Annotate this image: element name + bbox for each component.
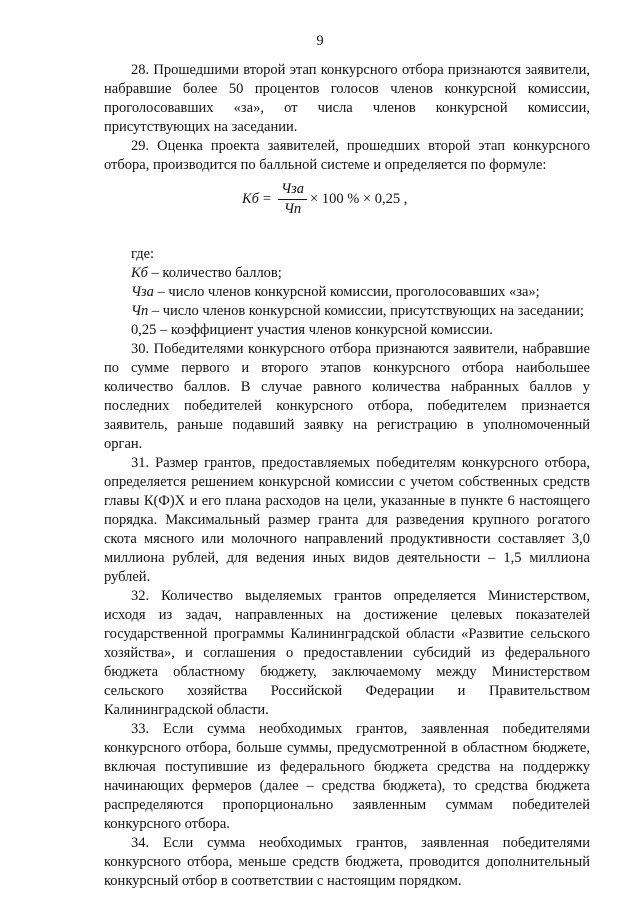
formula-fraction <box>278 181 307 218</box>
paragraph-28: 28. Прошедшими второй этап конкурсного отбора признаются заявители, набравшие более 50 процентов голосов членов конкурсной комиссии, проголосовавших «за», от числа членов конкурсной комиссии, присутствующих на заседании. <box>104 62 590 135</box>
definition-chp-text: – число членов конкурсной комиссии, присутствующих на заседании; <box>148 303 584 319</box>
score-formula <box>104 175 590 245</box>
paragraph-29: 29. Оценка проекта заявителей, прошедших второй этап конкурсного отбора, производится по балльной системе и определяется по формуле: <box>104 138 590 173</box>
definition-chp-symbol: Чп <box>131 303 149 319</box>
definition-coefficient: 0,25 – коэффициент участия членов конкурсной комиссии. <box>131 322 493 338</box>
definition-chza-symbol: Чза <box>131 284 154 300</box>
paragraph-31: 31. Размер грантов, предоставляемых победителям конкурсного отбора, определяется решением конкурсной комиссии с учетом собственных средств главы К(Ф)Х и его плана расходов на цели, указанные в пункте 6 настоящего порядка. Максимальный размер гранта для разведения крупного рогатого скота мясного или молочного направлений продуктивности составляет 3,0 миллиона рублей, для ведения иных видов деятельности – 1,5 миллиона рублей. <box>104 455 590 585</box>
formula-lhs: Кб <box>242 190 259 207</box>
definition-kb <box>104 264 590 283</box>
formula-rest: × 100 % × 0,25 , <box>310 190 408 207</box>
formula-definitions <box>104 245 590 340</box>
definition-kb-symbol: Кб <box>131 265 148 281</box>
definition-chza <box>104 283 590 302</box>
definitions-where: где: <box>131 246 155 262</box>
definition-kb-text: – количество баллов; <box>147 265 282 281</box>
formula-denominator: Чп <box>283 200 302 217</box>
paragraph-32: 32. Количество выделяемых грантов определяется Министерством, исходя из задач, направленных на достижение целевых показателей государственной программы Калининградской области «Развитие сельского хозяйства», и соглашения о предоставлении субсидий из федерального бюджета областному бюджету, заключаемому между Министерством сельского хозяйства Российской Федерации и Правительством Калининградской области. <box>104 588 590 718</box>
formula-numerator: Чза <box>278 181 307 200</box>
paragraph-30: 30. Победителями конкурсного отбора признаются заявители, набравшие по сумме первого и второго этапов конкурсного отбора наибольшее количество баллов. В случае равного количества набранных баллов у последних победителей конкурсного отбора, победителем признается заявитель, раньше подавший заявку на регистрацию в уполномоченный орган. <box>104 341 590 452</box>
definition-chp <box>104 302 590 321</box>
formula-equals: = <box>262 190 272 207</box>
definition-chza-text: – число членов конкурсной комиссии, проголосовавших «за»; <box>153 284 540 300</box>
document-body <box>104 61 590 891</box>
paragraph-34: 34. Если сумма необходимых грантов, заявленная победителями конкурсного отбора, меньше средств бюджета, проводится дополнительный конкурсный отбор в соответствии с настоящим порядком. <box>104 835 590 889</box>
page-number: 9 <box>316 33 324 49</box>
paragraph-33: 33. Если сумма необходимых грантов, заявленная победителями конкурсного отбора, больше суммы, предусмотренной в областном бюджете, включая поступившие из федерального бюджета средства на поддержку начинающих фермеров (далее – средства бюджета), то средства бюджета распределяются пропорционально заявленным суммам победителей конкурсного отбора. <box>104 721 590 832</box>
